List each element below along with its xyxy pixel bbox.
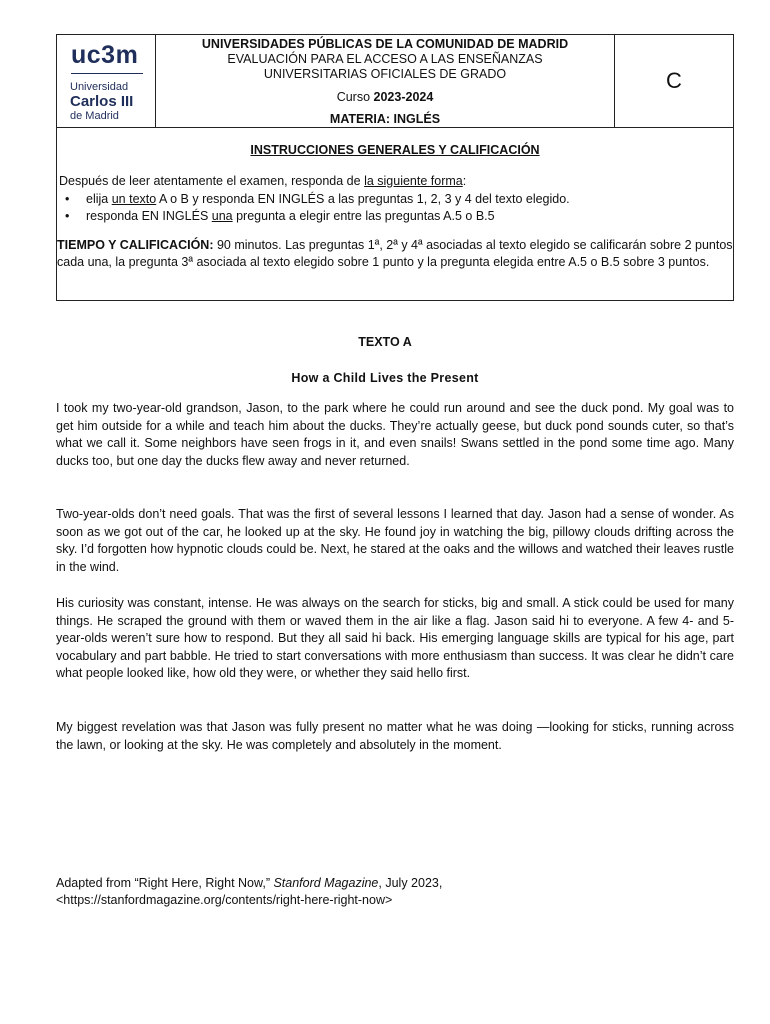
time-text: 90 minutos. Las preguntas 1ª, 2ª y 4ª asociadas al texto elegido se calificarán sobre 2 puntos cada una, la pregunta 3ª asociada al texto elegido sobre 1 punto y la pregunta elegida entre A.5 o B.5 sobre 3 puntos.: [57, 238, 733, 269]
b1-post: A o B y responda EN INGLÉS a las preguntas 1, 2, 3 y 4 del texto elegido.: [156, 192, 570, 206]
time-label: TIEMPO Y CALIFICACIÓN:: [57, 238, 214, 252]
university-logo: [57, 35, 156, 127]
logo-line2: Carlos III: [70, 93, 134, 110]
logo-line3: de Madrid: [70, 110, 119, 122]
paragraph-3: His curiosity was constant, intense. He was always on the search for sticks, big and small. A stick could be used for many things. He scraped the ground with them or waved them in the air like a flag. Jason said hi to everyone. A few 4- and 5-year-olds weren’t sure how to respond. But they all said hi back. His emerging language skills are typical for his age, part vocabulary and part babble. He tried to start conversations with more enthusiasm than success. It was clear he didn’t care what people looked like, how old they were, or whether they said hello first.: [56, 596, 734, 681]
logo-line1: Universidad: [70, 81, 129, 93]
course-label: Curso: [336, 90, 371, 104]
text-title: How a Child Lives the Present: [291, 371, 479, 385]
source-magazine: Stanford Magazine: [273, 876, 379, 890]
b2-pre: responda EN INGLÉS: [86, 209, 212, 223]
b2-post: pregunta a elegir entre las preguntas A.5 o B.5: [232, 209, 495, 223]
paragraph-4: My biggest revelation was that Jason was fully present no matter what he was doing —looking for sticks, running across the lawn, or looking at the sky. He was completely and absolutely in the moment.: [56, 720, 734, 752]
instructions-intro: [59, 174, 466, 188]
course-line: [156, 90, 614, 104]
b1-underlined: un texto: [111, 192, 157, 206]
source-pre: Adapted from “Right Here, Right Now,”: [56, 876, 274, 890]
paragraph-2: Two-year-olds don’t need goals. That was the first of several lessons I learned that day. Jason had a sense of wonder. As soon as we got out of the car, he looked up at the sky. He found joy in watching the big, pillowy clouds drifting across the sky. I’d forgotten how hypnotic clouds could be. Next, he stared at the oaks and the willows and watched their leaves rustle in the wind.: [56, 507, 734, 574]
text-heading: TEXTO A: [358, 335, 412, 349]
b2-underlined: una: [211, 209, 233, 223]
intro-underlined: la siguiente forma: [364, 174, 463, 188]
source-url: <https://stanfordmagazine.org/contents/right-here-right-now>: [56, 893, 393, 907]
subject-line: MATERIA: INGLÉS: [329, 112, 441, 126]
instructions-title: INSTRUCCIONES GENERALES Y CALIFICACIÓN: [250, 143, 540, 157]
exam-header: [56, 34, 734, 128]
paragraph-1: I took my two-year-old grandson, Jason, to the park where he could run around and see the duck pond. My goal was to get him outside for a while and teach him about the ducks. They’re actually geese, but duck pond sounds cuter, so that’s what we call it. Some neighbors have seen frogs in it, and even snails! Swans settled in the pond some time ago. Many ducks too, but one day the ducks flew away and never returned.: [56, 401, 734, 468]
time-and-grading: [57, 237, 735, 271]
instructions-box: [56, 127, 734, 301]
b1-pre: elija: [86, 192, 112, 206]
intro-text: Después de leer atentamente el examen, responda de: [59, 174, 365, 188]
university-name: UNIVERSIDADES PÚBLICAS DE LA COMUNIDAD DE MADRID: [201, 37, 569, 51]
instruction-item-1: [59, 191, 570, 208]
exam-model: C: [666, 68, 682, 93]
source-citation: [56, 875, 442, 909]
course-value: 2023-2024: [373, 90, 434, 104]
instruction-item-2: [59, 208, 570, 225]
logo-divider: [71, 73, 143, 74]
evaluation-line1: EVALUACIÓN PARA EL ACCESO A LAS ENSEÑANZAS: [227, 52, 543, 66]
evaluation-line2: UNIVERSITARIAS OFICIALES DE GRADO: [263, 67, 507, 81]
source-post: , July 2023,: [378, 876, 443, 890]
logo-brand: uc3m: [71, 41, 139, 69]
intro-colon: :: [462, 174, 467, 188]
header-center: [156, 35, 615, 127]
instructions-list: [59, 191, 570, 225]
